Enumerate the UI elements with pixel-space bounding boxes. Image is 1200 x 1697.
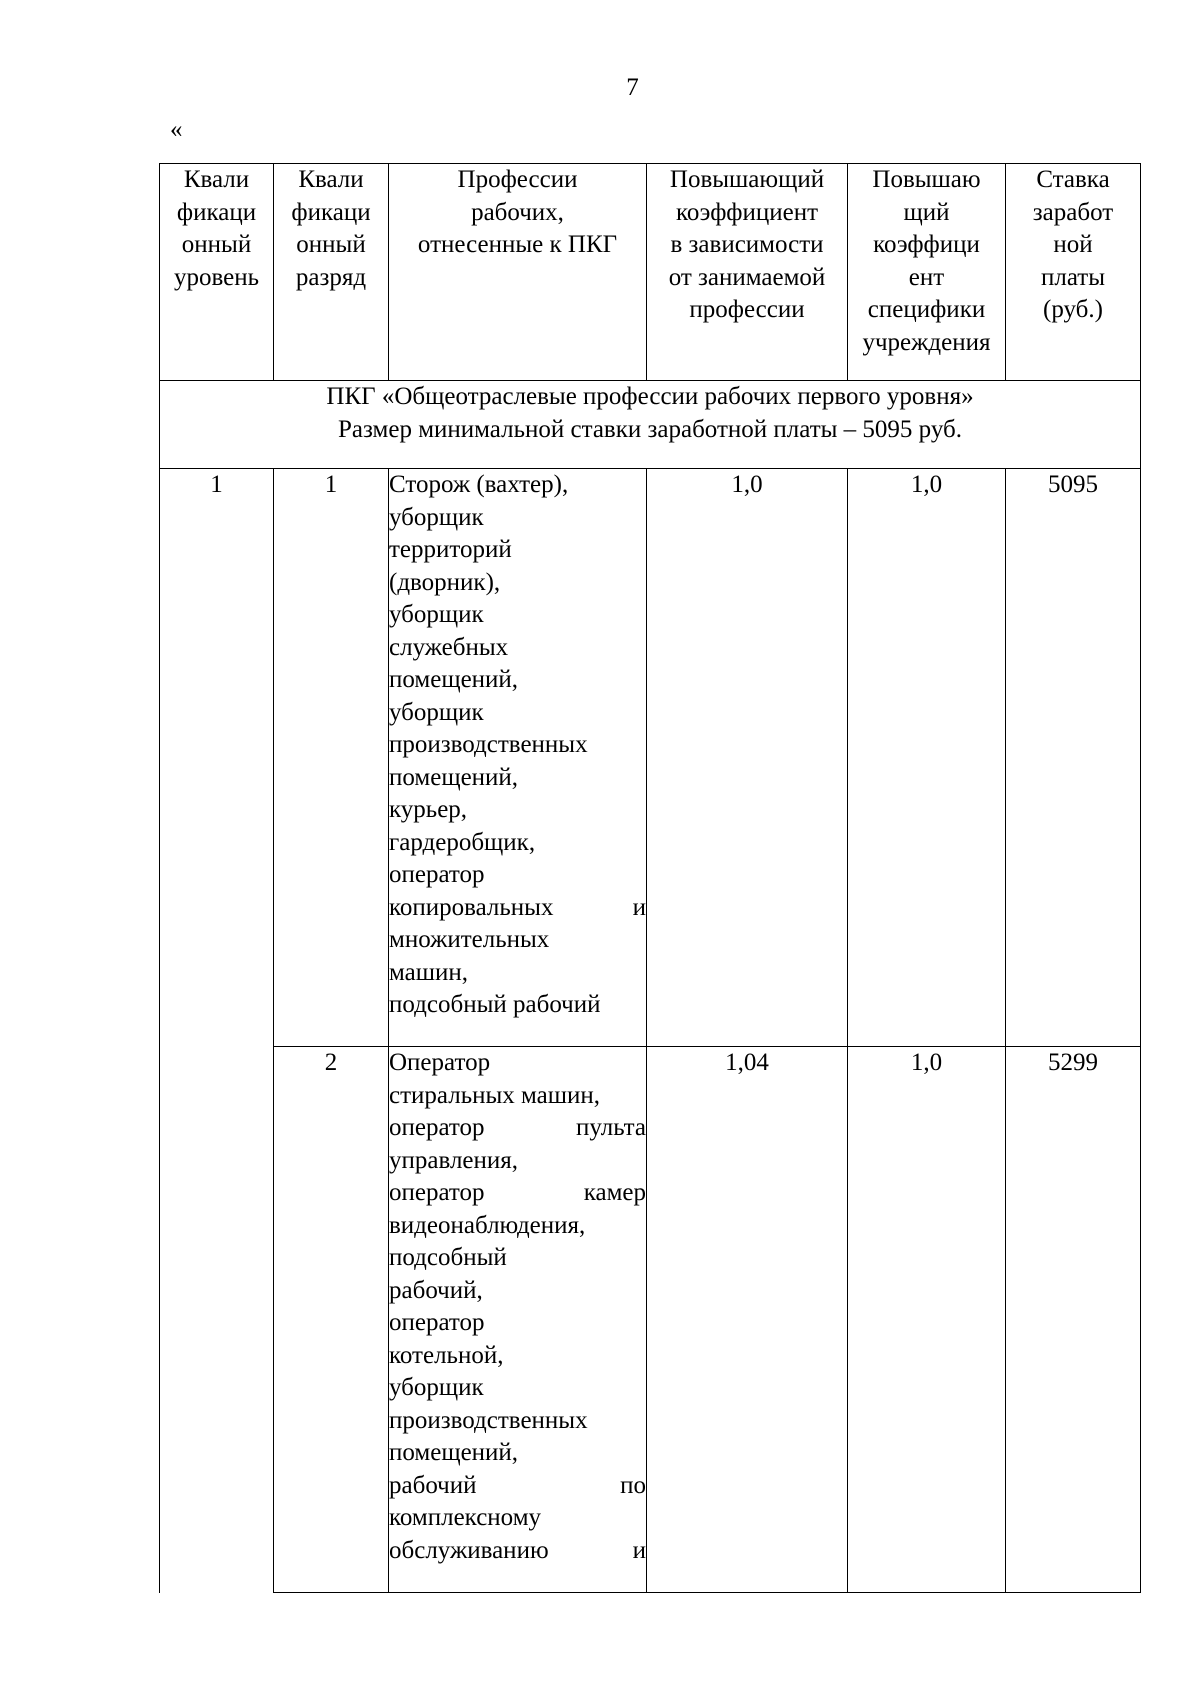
header-line: ной [1053, 231, 1093, 258]
profession-line: обслуживанию и [389, 1536, 646, 1564]
profession-line: оператор камер [389, 1179, 646, 1206]
group-row [160, 381, 1141, 469]
profession-line: территорий [389, 536, 512, 563]
header-line: рабочих, [471, 198, 564, 226]
profession-line: служебных [389, 633, 509, 661]
profession-line: видеонаблюдения, [389, 1211, 586, 1239]
professions-cell [389, 1047, 647, 1593]
opening-quote-mark: « [170, 116, 183, 143]
coefficient-profession-cell: 1,0 [647, 469, 848, 1047]
profession-line: уборщик [389, 503, 484, 531]
profession-line: копировальных и [389, 893, 646, 921]
profession-line: помещений, [389, 1439, 519, 1466]
header-wage-rate [1006, 164, 1141, 381]
coefficient-profession-cell: 1,04 [647, 1047, 848, 1593]
header-line: ент [908, 263, 945, 291]
header-line: специфики [867, 296, 986, 323]
profession-line: подсобный [389, 1244, 507, 1271]
profession-line: уборщик [389, 601, 484, 628]
header-line: от занимаемой [668, 263, 826, 291]
wage-rate-cell: 5299 [1006, 1047, 1141, 1593]
header-line: отнесенные к ПКГ [417, 231, 618, 258]
profession-line: производственных [389, 1406, 588, 1434]
profession-line: помещений, [389, 763, 519, 791]
profession-line: уборщик [389, 1374, 484, 1401]
header-coefficient-specifics [848, 164, 1006, 381]
header-line: Квали [298, 166, 364, 193]
profession-line: комплексному [389, 1504, 542, 1531]
header-line: Профессии [457, 166, 578, 193]
salary-table [159, 163, 1141, 1593]
wage-rate-cell: 5095 [1006, 469, 1141, 1047]
profession-line: гардеробщик, [389, 828, 536, 856]
header-line: Повышаю [872, 166, 981, 193]
group-title-cell [160, 381, 1141, 469]
profession-line: Сторож (вахтер), [389, 471, 569, 498]
profession-line: машин, [389, 958, 469, 986]
coefficient-specifics-cell: 1,0 [848, 1047, 1006, 1593]
table-row [160, 469, 1141, 1047]
profession-line: оператор пульта [389, 1114, 646, 1141]
profession-line: оператор [389, 1309, 485, 1336]
table-row [160, 1047, 1141, 1593]
header-line: учреждения [862, 328, 991, 356]
header-coefficient-profession [647, 164, 848, 381]
header-line: заработ [1032, 198, 1114, 226]
header-line: Квали [183, 166, 250, 193]
header-qualification-level [160, 164, 274, 381]
header-line: фикаци [176, 198, 257, 226]
profession-line: множительных [389, 926, 550, 953]
header-line: профессии [689, 296, 805, 323]
professions-cell [389, 469, 647, 1047]
page-number: 7 [626, 74, 639, 101]
profession-line: котельной, [389, 1341, 504, 1369]
profession-line: рабочий по [389, 1471, 646, 1499]
header-line: Ставка [1036, 166, 1110, 193]
header-line: в зависимости [670, 231, 824, 258]
profession-line: помещений, [389, 666, 519, 693]
group-min-rate: Размер минимальной ставки заработной платы – 5095 руб. [338, 415, 962, 443]
qualification-level-cell: 1 [160, 469, 274, 1593]
profession-line: производственных [389, 731, 588, 758]
qualification-grade-cell: 2 [274, 1047, 389, 1593]
group-title: ПКГ «Общеотраслевые профессии рабочих первого уровня» [326, 383, 974, 410]
profession-line: (дворник), [389, 568, 501, 596]
header-line: онный [296, 231, 366, 258]
profession-line: оператор [389, 861, 485, 888]
profession-line: подсобный рабочий [389, 991, 601, 1018]
header-line: щий [903, 198, 950, 226]
profession-line: курьер, [389, 796, 468, 823]
header-row [160, 164, 1141, 381]
header-line: Повышающий [669, 166, 825, 193]
qualification-grade-cell: 1 [274, 469, 389, 1047]
header-line: (руб.) [1043, 296, 1103, 323]
profession-line: Оператор [389, 1049, 491, 1076]
profession-line: стиральных машин, [389, 1081, 601, 1109]
header-line: разряд [295, 263, 367, 291]
profession-line: уборщик [389, 698, 484, 726]
profession-line: рабочий, [389, 1276, 483, 1304]
header-line: фикаци [291, 198, 371, 226]
header-professions [389, 164, 647, 381]
header-qualification-grade [274, 164, 389, 381]
header-line: онный [181, 231, 252, 258]
header-line: платы [1040, 263, 1106, 291]
header-line: коэффици [873, 231, 980, 258]
coefficient-specifics-cell: 1,0 [848, 469, 1006, 1047]
header-line: уровень [173, 263, 260, 291]
header-line: коэффициент [675, 198, 819, 226]
profession-line: управления, [389, 1146, 519, 1174]
